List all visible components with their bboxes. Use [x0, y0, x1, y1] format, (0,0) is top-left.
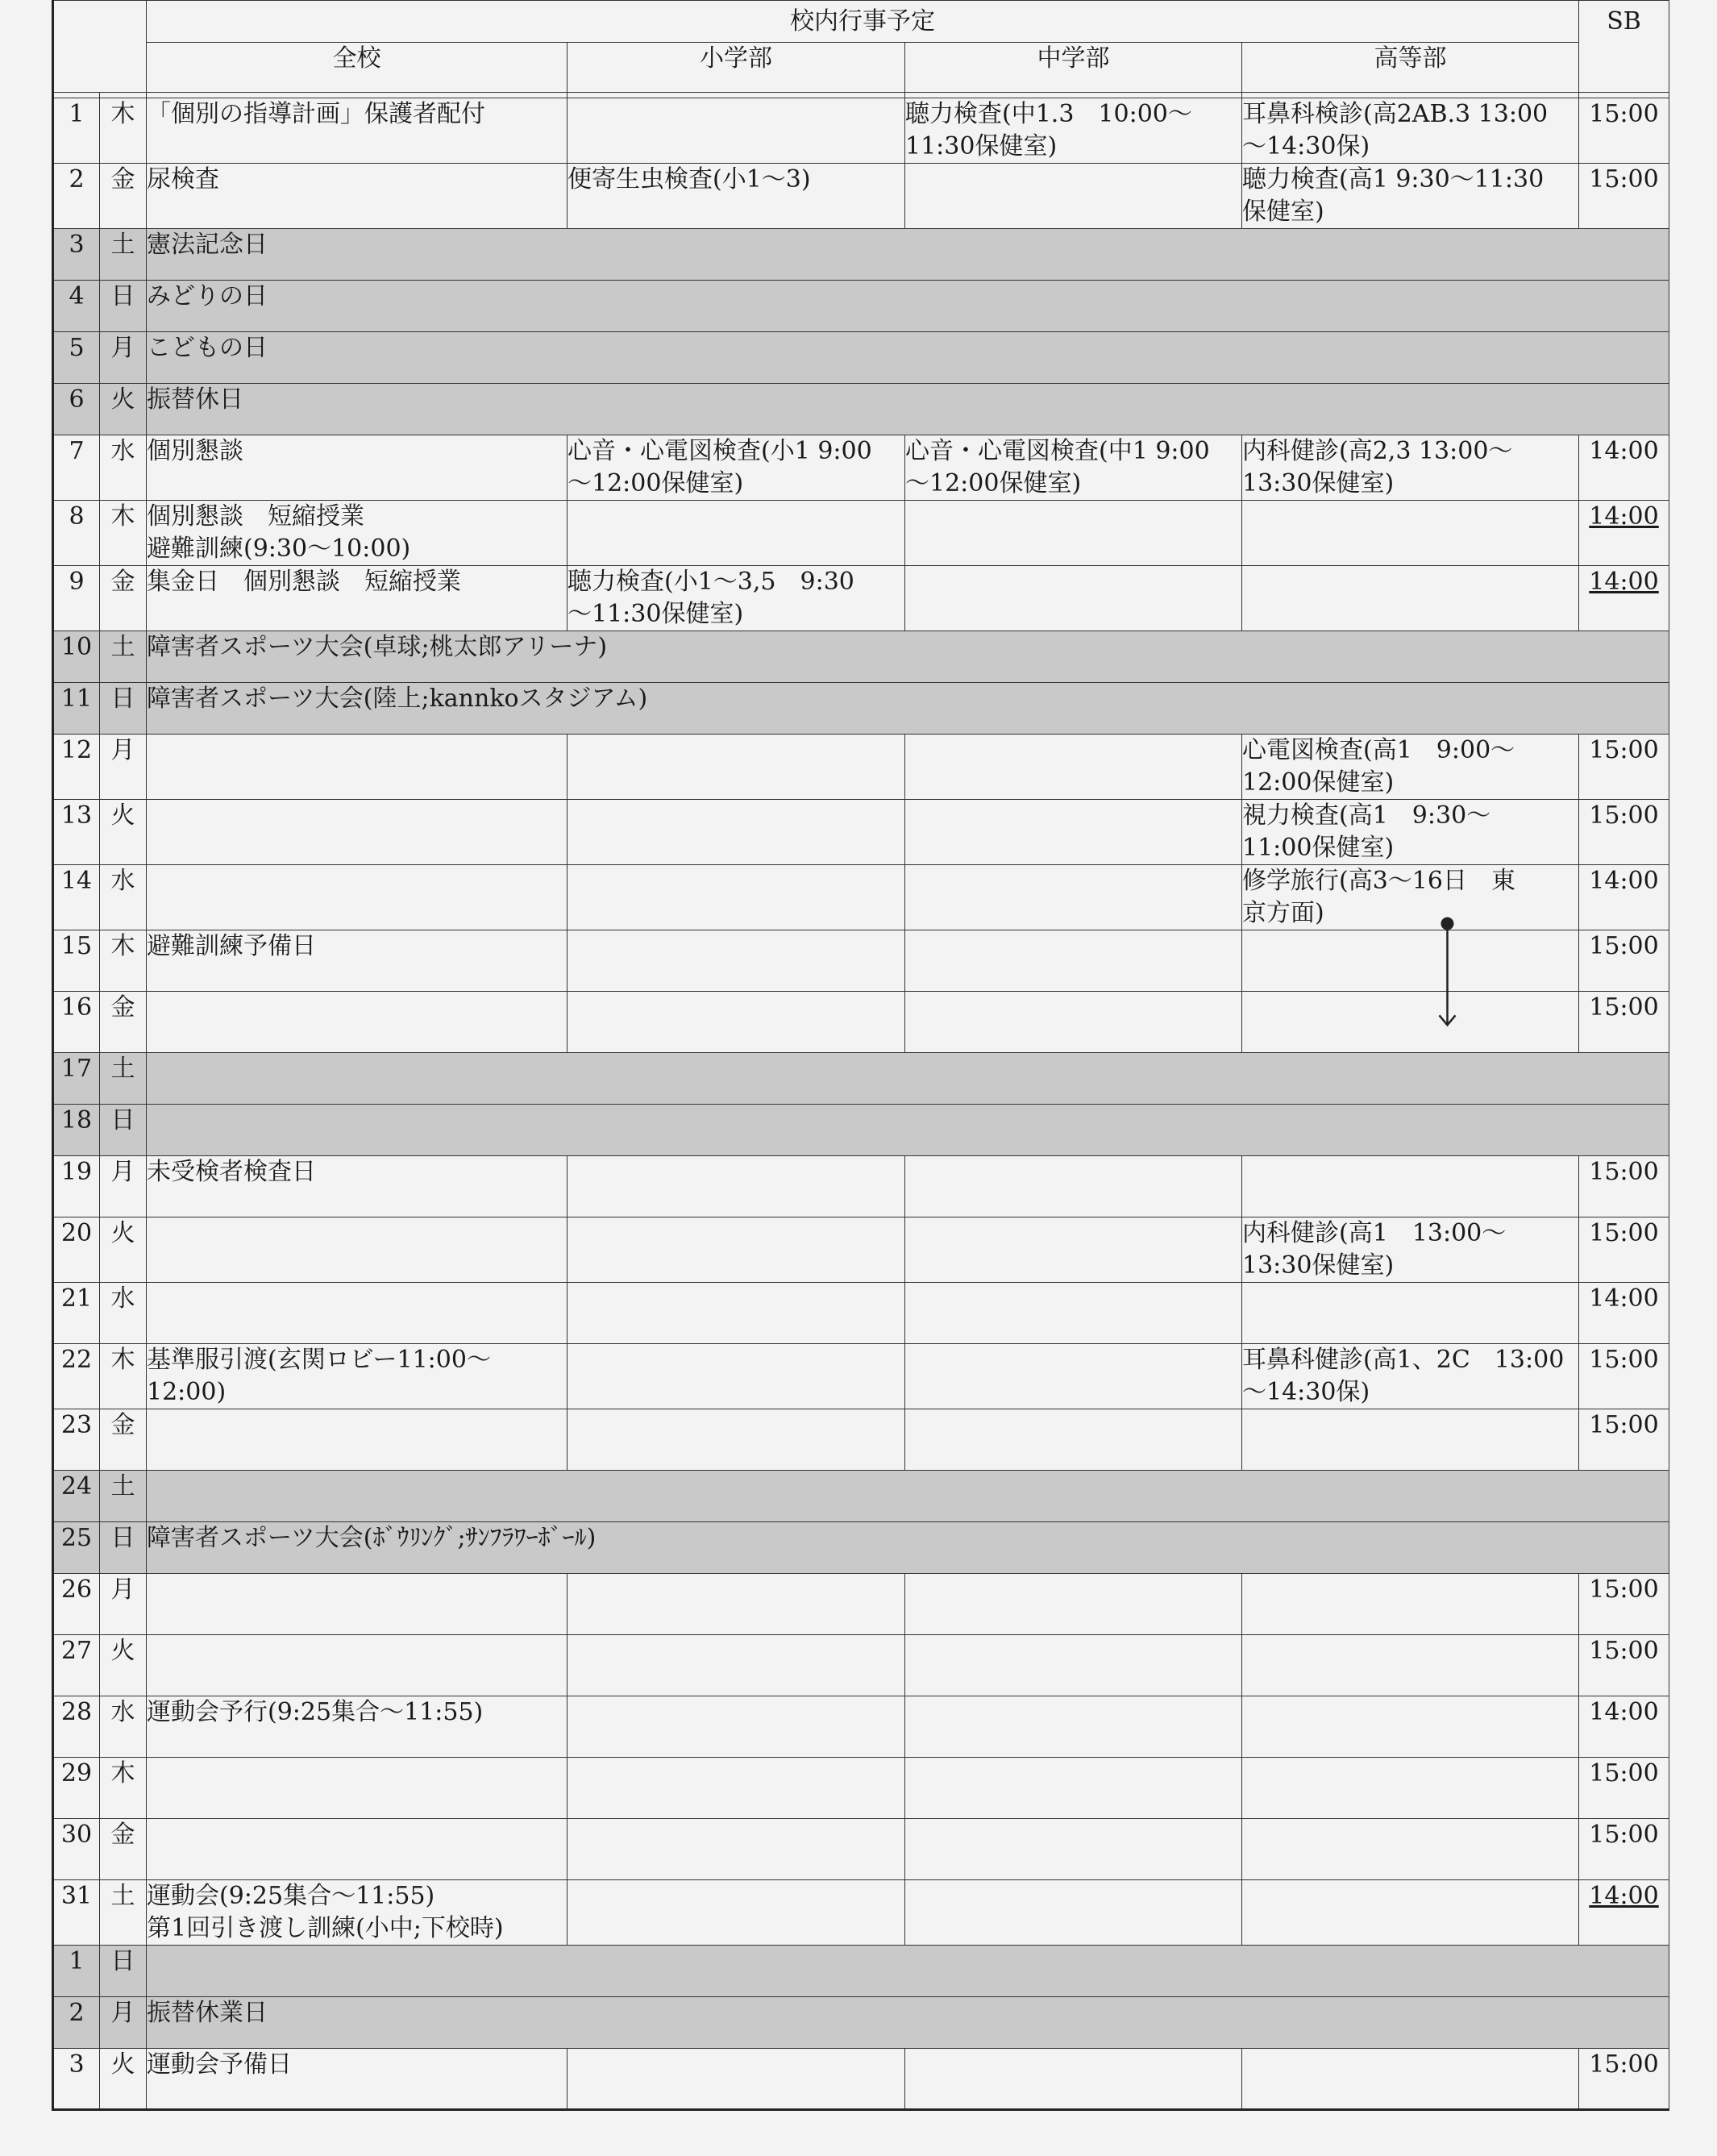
weekday-cell: 日 — [100, 1522, 147, 1574]
sb-time-text: 15:00 — [1589, 1637, 1659, 1665]
all-school-event — [147, 1283, 567, 1344]
date-cell: 12 — [53, 735, 100, 800]
date-cell: 13 — [53, 800, 100, 865]
sb-time-text: 15:00 — [1589, 1346, 1659, 1374]
table-row — [53, 1635, 1669, 1696]
date-cell: 11 — [53, 683, 100, 735]
sb-time — [1579, 1880, 1669, 1946]
high-event — [1242, 1283, 1579, 1344]
sb-time-text: 15:00 — [1589, 1821, 1659, 1849]
middle-event — [905, 1635, 1242, 1696]
middle-event — [905, 501, 1242, 566]
all-school-event: 憲法記念日 — [147, 229, 1669, 281]
sb-time — [1579, 1819, 1669, 1880]
date-cell: 26 — [53, 1574, 100, 1635]
all-school-event: こどもの日 — [147, 332, 1669, 384]
weekday-cell: 金 — [100, 1819, 147, 1880]
all-school-event: 基準服引渡(玄関ロビー11:00〜 12:00) — [147, 1344, 567, 1409]
all-school-event — [147, 800, 567, 865]
all-school-event: 集金日 個別懇談 短縮授業 — [147, 566, 567, 631]
sb-time-text: 14:00 — [1589, 568, 1659, 596]
school-events-table — [52, 0, 1669, 2111]
sb-time-text: 15:00 — [1589, 100, 1659, 128]
sb-time-text: 15:00 — [1589, 736, 1659, 764]
table-row — [53, 1409, 1669, 1471]
all-school-event: 運動会予行(9:25集合〜11:55) — [147, 1696, 567, 1758]
weekday-cell: 土 — [100, 1880, 147, 1946]
all-school-event — [147, 1819, 567, 1880]
table-row — [53, 1053, 1669, 1105]
weekday-cell: 月 — [100, 1997, 147, 2049]
weekday-cell: 木 — [100, 501, 147, 566]
high-event — [1242, 1880, 1579, 1946]
sb-time — [1579, 1156, 1669, 1217]
high-event: 耳鼻科健診(高1、2C 13:00 〜14:30保) — [1242, 1344, 1579, 1409]
high-event — [1242, 1635, 1579, 1696]
date-cell: 22 — [53, 1344, 100, 1409]
date-cell: 1 — [53, 1946, 100, 1997]
weekday-cell: 月 — [100, 332, 147, 384]
all-school-event: 「個別の指導計画」保護者配付 — [147, 98, 567, 164]
all-school-event — [147, 865, 567, 930]
middle-event — [905, 800, 1242, 865]
table-row — [53, 1217, 1669, 1283]
elementary-event — [567, 1696, 905, 1758]
high-event — [1242, 501, 1579, 566]
sb-time — [1579, 1217, 1669, 1283]
elementary-event — [567, 501, 905, 566]
high-event: 内科健診(高1 13:00〜 13:30保健室) — [1242, 1217, 1579, 1283]
table-row — [53, 1344, 1669, 1409]
weekday-cell: 火 — [100, 1217, 147, 1283]
all-school-event — [147, 1105, 1669, 1156]
elementary-event: 心音・心電図検査(小1 9:00 〜12:00保健室) — [567, 435, 905, 501]
elementary-event — [567, 1758, 905, 1819]
table-row — [53, 435, 1669, 501]
date-cell: 8 — [53, 501, 100, 566]
table-row — [53, 1156, 1669, 1217]
weekday-cell: 火 — [100, 2049, 147, 2110]
weekday-cell: 水 — [100, 1696, 147, 1758]
elementary-event — [567, 735, 905, 800]
weekday-cell: 日 — [100, 683, 147, 735]
all-school-event: 尿検査 — [147, 164, 567, 229]
elementary-event: 便寄生虫検査(小1〜3) — [567, 164, 905, 229]
sb-time-text: 15:00 — [1589, 801, 1659, 830]
high-event: 視力検査(高1 9:30〜 11:00保健室) — [1242, 800, 1579, 865]
high-event: 耳鼻科検診(高2AB.3 13:00 〜14:30保) — [1242, 98, 1579, 164]
weekday-cell: 水 — [100, 1283, 147, 1344]
all-school-event — [147, 1471, 1669, 1522]
date-cell: 9 — [53, 566, 100, 631]
sb-time-text: 15:00 — [1589, 1575, 1659, 1604]
table-row — [53, 1283, 1669, 1344]
table-row — [53, 1819, 1669, 1880]
table-row — [53, 1696, 1669, 1758]
sb-time — [1579, 1574, 1669, 1635]
date-header-blank — [53, 1, 147, 93]
table-row — [53, 1758, 1669, 1819]
weekday-cell: 水 — [100, 865, 147, 930]
date-cell: 30 — [53, 1819, 100, 1880]
col-header-all: 全校 — [147, 43, 567, 93]
middle-event — [905, 2049, 1242, 2110]
high-event — [1242, 1409, 1579, 1471]
middle-event — [905, 1344, 1242, 1409]
date-cell: 2 — [53, 164, 100, 229]
middle-event — [905, 735, 1242, 800]
middle-event — [905, 1283, 1242, 1344]
weekday-cell: 月 — [100, 1156, 147, 1217]
date-cell: 21 — [53, 1283, 100, 1344]
table-row — [53, 683, 1669, 735]
elementary-event — [567, 98, 905, 164]
table-row — [53, 992, 1669, 1053]
high-event — [1242, 1819, 1579, 1880]
elementary-event — [567, 1635, 905, 1696]
date-cell: 25 — [53, 1522, 100, 1574]
sb-time-text: 15:00 — [1589, 932, 1659, 960]
all-school-event: 障害者スポーツ大会(陸上;kannkoスタジアム) — [147, 683, 1669, 735]
high-event — [1242, 992, 1579, 1053]
table-row — [53, 501, 1669, 566]
weekday-cell: 土 — [100, 1471, 147, 1522]
date-cell: 15 — [53, 930, 100, 992]
weekday-cell: 火 — [100, 1635, 147, 1696]
weekday-cell: 木 — [100, 1758, 147, 1819]
sb-time — [1579, 98, 1669, 164]
date-cell: 19 — [53, 1156, 100, 1217]
high-event — [1242, 1696, 1579, 1758]
middle-event — [905, 1409, 1242, 1471]
middle-event — [905, 1156, 1242, 1217]
weekday-cell: 日 — [100, 1105, 147, 1156]
table-row — [53, 1471, 1669, 1522]
date-cell: 24 — [53, 1471, 100, 1522]
sb-time — [1579, 566, 1669, 631]
sb-time-text: 15:00 — [1589, 993, 1659, 1022]
all-school-event: 個別懇談 短縮授業 避難訓練(9:30〜10:00) — [147, 501, 567, 566]
col-header-middle: 中学部 — [905, 43, 1242, 93]
middle-event — [905, 1880, 1242, 1946]
table-row — [53, 1946, 1669, 1997]
all-school-event — [147, 1409, 567, 1471]
sb-time-text: 14:00 — [1589, 437, 1659, 465]
weekday-cell: 金 — [100, 566, 147, 631]
sb-time-text: 14:00 — [1589, 867, 1659, 895]
table-row — [53, 1574, 1669, 1635]
sb-time — [1579, 865, 1669, 930]
table-row — [53, 281, 1669, 332]
high-event — [1242, 1156, 1579, 1217]
high-event — [1242, 2049, 1579, 2110]
sb-time-text: 15:00 — [1589, 1411, 1659, 1439]
sb-time-text: 14:00 — [1589, 502, 1659, 531]
high-event: 修学旅行(高3〜16日 東 京方面) — [1242, 865, 1579, 930]
middle-event — [905, 992, 1242, 1053]
all-school-event: 避難訓練予備日 — [147, 930, 567, 992]
sb-time-text: 14:00 — [1589, 1284, 1659, 1313]
date-cell: 18 — [53, 1105, 100, 1156]
sb-time — [1579, 164, 1669, 229]
all-school-event: 振替休業日 — [147, 1997, 1669, 2049]
elementary-event — [567, 930, 905, 992]
date-cell: 10 — [53, 631, 100, 683]
middle-event — [905, 1758, 1242, 1819]
all-school-event: 障害者スポーツ大会(ﾎﾞｳﾘﾝｸﾞ;ｻﾝﾌﾗﾜｰﾎﾞｰﾙ) — [147, 1522, 1669, 1574]
elementary-event — [567, 1880, 905, 1946]
middle-event — [905, 1217, 1242, 1283]
table-row — [53, 384, 1669, 435]
date-cell: 27 — [53, 1635, 100, 1696]
date-cell: 3 — [53, 229, 100, 281]
col-header-high: 高等部 — [1242, 43, 1579, 93]
weekday-cell: 火 — [100, 800, 147, 865]
date-cell: 20 — [53, 1217, 100, 1283]
middle-event — [905, 164, 1242, 229]
table-row — [53, 2049, 1669, 2110]
sb-time — [1579, 930, 1669, 992]
weekday-cell: 金 — [100, 992, 147, 1053]
all-school-event: 個別懇談 — [147, 435, 567, 501]
date-cell: 29 — [53, 1758, 100, 1819]
weekday-cell: 金 — [100, 1409, 147, 1471]
weekday-cell: 月 — [100, 1574, 147, 1635]
all-school-event — [147, 1574, 567, 1635]
weekday-cell: 日 — [100, 1946, 147, 1997]
middle-event: 聴力検査(中1.3 10:00〜 11:30保健室) — [905, 98, 1242, 164]
elementary-event — [567, 1283, 905, 1344]
date-cell: 4 — [53, 281, 100, 332]
sb-time — [1579, 1635, 1669, 1696]
elementary-event — [567, 1574, 905, 1635]
date-cell: 1 — [53, 98, 100, 164]
elementary-event — [567, 1344, 905, 1409]
sb-time-text: 14:00 — [1589, 1698, 1659, 1726]
all-school-event — [147, 1758, 567, 1819]
sb-time-text: 15:00 — [1589, 1158, 1659, 1186]
all-school-event: 運動会予備日 — [147, 2049, 567, 2110]
weekday-cell: 水 — [100, 435, 147, 501]
date-cell: 16 — [53, 992, 100, 1053]
weekday-cell: 木 — [100, 1344, 147, 1409]
table-row — [53, 164, 1669, 229]
all-school-event — [147, 1217, 567, 1283]
elementary-event — [567, 865, 905, 930]
header-divider — [53, 93, 1669, 98]
all-school-event — [147, 1946, 1669, 1997]
table-row — [53, 566, 1669, 631]
table-row — [53, 735, 1669, 800]
elementary-event — [567, 1156, 905, 1217]
high-event: 心電図検査(高1 9:00〜 12:00保健室) — [1242, 735, 1579, 800]
all-school-event: 運動会(9:25集合〜11:55) 第1回引き渡し訓練(小中;下校時) — [147, 1880, 567, 1946]
weekday-cell: 金 — [100, 164, 147, 229]
sb-time — [1579, 992, 1669, 1053]
elementary-event — [567, 2049, 905, 2110]
high-event: 聴力検査(高1 9:30〜11:30 保健室) — [1242, 164, 1579, 229]
high-event — [1242, 1574, 1579, 1635]
date-cell: 23 — [53, 1409, 100, 1471]
elementary-event — [567, 1819, 905, 1880]
weekday-cell: 木 — [100, 930, 147, 992]
table-row — [53, 631, 1669, 683]
table-row — [53, 98, 1669, 164]
table-row — [53, 800, 1669, 865]
sb-time — [1579, 435, 1669, 501]
all-school-event — [147, 735, 567, 800]
weekday-cell: 木 — [100, 98, 147, 164]
high-event: 内科健診(高2,3 13:00〜 13:30保健室) — [1242, 435, 1579, 501]
schedule-body — [53, 98, 1669, 2110]
table-row — [53, 1880, 1669, 1946]
sb-time-text: 15:00 — [1589, 1219, 1659, 1247]
sb-time — [1579, 2049, 1669, 2110]
middle-event — [905, 865, 1242, 930]
table-row — [53, 865, 1669, 930]
date-cell: 7 — [53, 435, 100, 501]
sb-header: SB — [1579, 1, 1669, 93]
sb-time — [1579, 800, 1669, 865]
all-school-event — [147, 1635, 567, 1696]
date-cell: 14 — [53, 865, 100, 930]
middle-event — [905, 1696, 1242, 1758]
all-school-event: 振替休日 — [147, 384, 1669, 435]
sb-time-text: 14:00 — [1589, 1882, 1659, 1910]
table-row — [53, 229, 1669, 281]
date-cell: 2 — [53, 1997, 100, 2049]
elementary-event — [567, 800, 905, 865]
sb-time — [1579, 1409, 1669, 1471]
sb-time-text: 15:00 — [1589, 2050, 1659, 2079]
weekday-cell: 土 — [100, 631, 147, 683]
date-cell: 6 — [53, 384, 100, 435]
middle-event — [905, 566, 1242, 631]
elementary-event: 聴力検査(小1〜3,5 9:30 〜11:30保健室) — [567, 566, 905, 631]
sb-time-text: 15:00 — [1589, 1759, 1659, 1788]
weekday-cell: 日 — [100, 281, 147, 332]
high-event — [1242, 930, 1579, 992]
sb-time — [1579, 1758, 1669, 1819]
high-event — [1242, 566, 1579, 631]
date-cell: 17 — [53, 1053, 100, 1105]
table-row — [53, 332, 1669, 384]
middle-event — [905, 1819, 1242, 1880]
table-row — [53, 1105, 1669, 1156]
middle-event — [905, 1574, 1242, 1635]
group-title: 校内行事予定 — [147, 1, 1579, 43]
weekday-cell: 土 — [100, 229, 147, 281]
weekday-cell: 火 — [100, 384, 147, 435]
table-row — [53, 1997, 1669, 2049]
all-school-event — [147, 1053, 1669, 1105]
elementary-event — [567, 992, 905, 1053]
high-event — [1242, 1758, 1579, 1819]
elementary-event — [567, 1409, 905, 1471]
all-school-event: 未受検者検査日 — [147, 1156, 567, 1217]
all-school-event: 障害者スポーツ大会(卓球;桃太郎アリーナ) — [147, 631, 1669, 683]
elementary-event — [567, 1217, 905, 1283]
table-row — [53, 930, 1669, 992]
date-cell: 5 — [53, 332, 100, 384]
all-school-event — [147, 992, 567, 1053]
col-header-elementary: 小学部 — [567, 43, 905, 93]
middle-event: 心音・心電図検査(中1 9:00 〜12:00保健室) — [905, 435, 1242, 501]
date-cell: 31 — [53, 1880, 100, 1946]
sb-time-text: 15:00 — [1589, 165, 1659, 194]
weekday-cell: 月 — [100, 735, 147, 800]
table-row — [53, 1522, 1669, 1574]
sb-time — [1579, 1344, 1669, 1409]
weekday-cell: 土 — [100, 1053, 147, 1105]
sb-time — [1579, 501, 1669, 566]
sb-time — [1579, 1696, 1669, 1758]
all-school-event: みどりの日 — [147, 281, 1669, 332]
sb-time — [1579, 1283, 1669, 1344]
date-cell: 28 — [53, 1696, 100, 1758]
date-cell: 3 — [53, 2049, 100, 2110]
sb-time — [1579, 735, 1669, 800]
middle-event — [905, 930, 1242, 992]
